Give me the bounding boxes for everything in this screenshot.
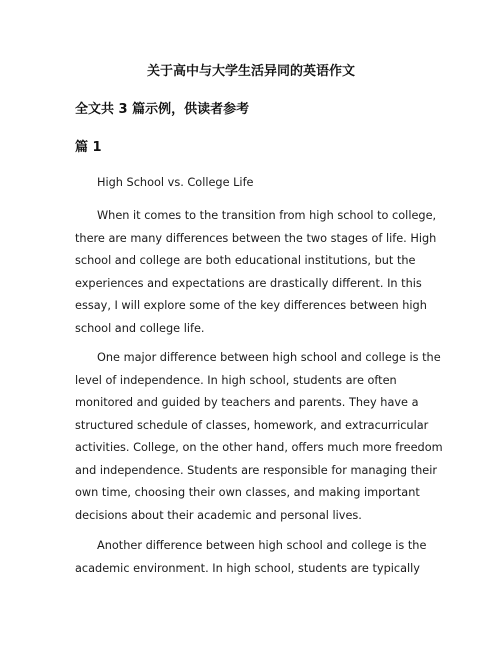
paragraph-line: academic environment. In high school, students are typically — [75, 561, 420, 575]
paragraph-line: structured schedule of classes, homework, and extracurricular — [75, 418, 429, 432]
paragraph-line: school and college are both educational institutions, but the — [75, 254, 416, 267]
paragraph-line: level of independence. In high school, students are often — [75, 373, 397, 387]
paragraph-line: and independence. Students are responsible for managing their — [75, 463, 438, 477]
paragraph-line: decisions about their academic and personal lives. — [75, 508, 362, 522]
paragraph-line: Another difference between high school and college is the — [97, 539, 427, 552]
paragraph-line: there are many differences between the two stages of life. High — [75, 231, 437, 245]
paragraph-1 — [75, 205, 435, 340]
document-subtitle: 全文共 3 篇示例，供读者参考 — [75, 102, 250, 117]
paragraph-line: essay, I will explore some of the key differences between high — [75, 299, 427, 312]
paragraph-line: activities. College, on the other hand, offers much more freedom — [75, 441, 443, 454]
document-title: 关于高中与大学生活异同的英语作文 — [146, 64, 355, 79]
paragraph-3 — [75, 535, 435, 580]
paragraph-line: experiences and expectations are drastically different. In this — [75, 276, 422, 290]
paragraph-line: school and college life. — [75, 321, 205, 335]
paragraph-line: One major difference between high school and college is the — [97, 351, 441, 364]
essay-title — [75, 172, 435, 195]
paragraph-line: When it comes to the transition from high school to college, — [97, 209, 437, 222]
essay-title-text: High School vs. College Life — [97, 176, 254, 189]
paragraph-line: own time, choosing their own classes, and making important — [75, 486, 420, 499]
paragraph-line: monitored and guided by teachers and parents. They have a — [75, 396, 419, 409]
section-heading: 篇 1 — [75, 140, 102, 155]
paragraph-2 — [75, 347, 443, 527]
